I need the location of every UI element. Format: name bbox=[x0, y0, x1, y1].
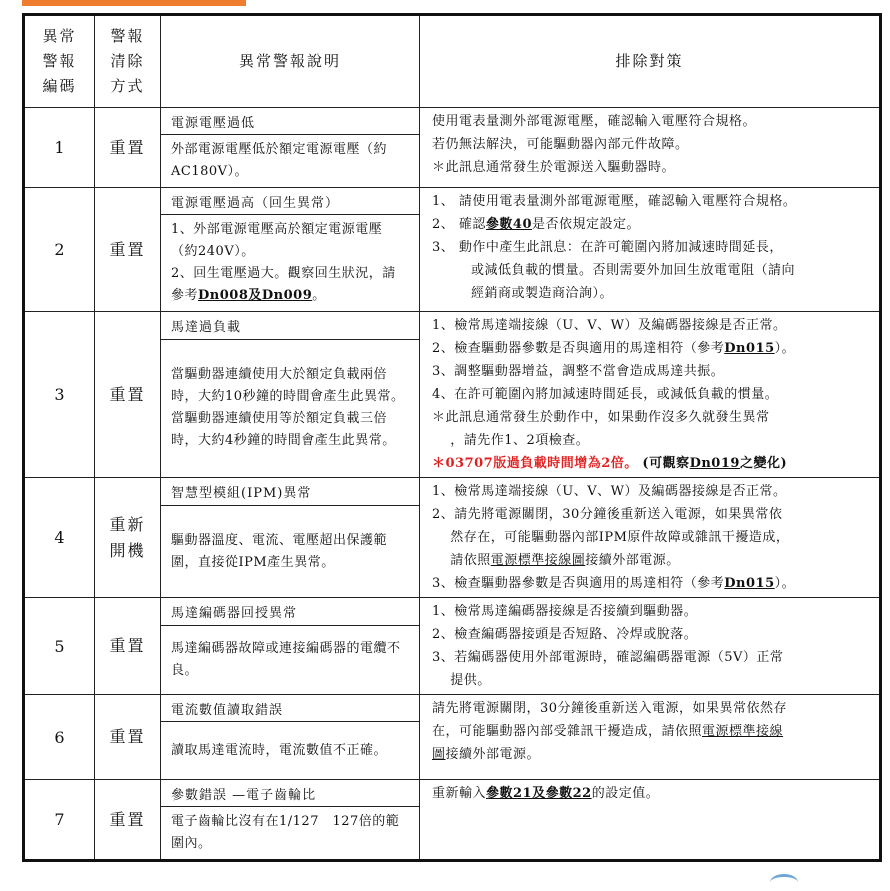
alarm-code: 5 bbox=[24, 598, 95, 695]
table-header-row bbox=[24, 15, 881, 108]
alarm-code: 6 bbox=[24, 695, 95, 780]
table-row bbox=[24, 478, 881, 506]
alarm-title: 電源電壓過高（回生異常） bbox=[161, 188, 420, 215]
alarm-title: 智慧型模組(IPM)異常 bbox=[161, 478, 420, 506]
solution-cell: 使用電表量測外部電源電壓，確認輸入電壓符合規格。 若仍無法解決，可能驅動器內部元件故障。 ＊此訊息通常發生於電源送入驅動器時。 bbox=[420, 108, 881, 188]
alarm-code: 3 bbox=[24, 312, 95, 478]
solution-cell: 1、檢常馬達端接線（U、V、W）及編碼器接線是否正常。 2、檢查驅動器參數是否與適用的馬達相符（參考Dn015）。 3、調整驅動器增益，調整不當會造成馬達共振。 4、在許可範圍內將加減速時間延長，或減低負載的慣量。 ＊此訊息通常發生於動作中，如果動作沒多久就發生異常 ，請先作1、2項檢查。 ＊03707版過負載時間增為2倍。 (可觀察Dn019之變化) bbox=[420, 312, 881, 478]
table-row bbox=[24, 312, 881, 340]
alarm-title: 電流數值讀取錯誤 bbox=[161, 695, 420, 722]
header-accent-bar bbox=[22, 0, 246, 6]
clear-method: 重置 bbox=[95, 598, 161, 695]
alarm-code: 4 bbox=[24, 478, 95, 598]
table-row bbox=[24, 695, 881, 722]
solution-cell: 1、 請使用電表量測外部電源電壓，確認輸入電壓符合規格。 2、 確認參數40是否依規定設定。 3、 動作中產生此訊息：在許可範圍內將加減速時間延長， 或減低負載的慣量。否則需要外加回生放電電阻（請向 經銷商或製造商洽詢）。 bbox=[420, 188, 881, 312]
wiring-diagram-link: 電源標準接線圖 bbox=[490, 553, 586, 568]
alarm-description: 外部電源電壓低於額定電源電壓（約AC180V）。 bbox=[161, 135, 420, 188]
header-alarm-code: 異常 警報 編碼 bbox=[24, 15, 95, 108]
version-note: ＊03707版過負載時間增為2倍。 bbox=[432, 456, 638, 471]
param-link: 參數40 bbox=[485, 217, 532, 232]
wiring-diagram-link: 電源標準接線 bbox=[702, 724, 784, 739]
alarm-description: 讀取馬達電流時，電流數值不正確。 bbox=[161, 722, 420, 780]
alarm-description: 驅動器溫度、電流、電壓超出保護範圍，直接從IPM產生異常。 bbox=[161, 506, 420, 598]
alarm-title: 馬達編碼器回授異常 bbox=[161, 598, 420, 626]
header-solution: 排除對策 bbox=[420, 15, 881, 108]
alarm-code: 1 bbox=[24, 108, 95, 188]
alarm-title: 馬達過負載 bbox=[161, 312, 420, 340]
header-clear-method: 警報 清除 方式 bbox=[95, 15, 161, 108]
alarm-title: 電源電壓過低 bbox=[161, 108, 420, 135]
param-link: Dn015 bbox=[724, 576, 775, 591]
table-row bbox=[24, 780, 881, 807]
solution-cell: 1、檢常馬達編碼器接線是否接續到驅動器。 2、檢查編碼器接頭是否短路、冷焊或脫落。 3、若編碼器使用外部電源時，確認編碼器電源（5V）正常 提供。 bbox=[420, 598, 881, 695]
clear-method: 重置 bbox=[95, 312, 161, 478]
alarm-description: 馬達編碼器故障或連接編碼器的電纜不良。 bbox=[161, 625, 420, 694]
clear-method: 重置 bbox=[95, 108, 161, 188]
alarm-title: 參數錯誤 —電子齒輪比 bbox=[161, 780, 420, 807]
alarm-code: 2 bbox=[24, 188, 95, 312]
table-row bbox=[24, 108, 881, 135]
param-link: Dn008及Dn009 bbox=[198, 288, 313, 303]
alarm-description: 1、外部電源電壓高於額定電源電壓（約240V）。 2、回生電壓過大。觀察回生狀況，請參考Dn008及Dn009。 bbox=[161, 215, 420, 312]
alarm-description: 電子齒輪比沒有在1/127 127倍的範圍內。 bbox=[161, 807, 420, 861]
solution-cell: 請先將電源關閉，30分鐘後重新送入電源，如果異常依然存 在，可能驅動器內部受雜訊干擾造成，請依照電源標準接線 圖接續外部電源。 bbox=[420, 695, 881, 780]
clear-method: 重置 bbox=[95, 188, 161, 312]
clear-method: 重置 bbox=[95, 695, 161, 780]
table-row bbox=[24, 188, 881, 215]
param-link: Dn015 bbox=[724, 341, 775, 356]
clear-method: 重新 開機 bbox=[95, 478, 161, 598]
solution-cell: 重新輸入參數21及參數22的設定值。 bbox=[420, 780, 881, 861]
solution-cell: 1、檢常馬達端接線（U、V、W）及編碼器接線是否正常。 2、請先將電源關閉，30分鐘後重新送入電源，如果異常依 然存在，可能驅動器內部IPM原件故障或雜訊干擾造成， 請依照電源標準接線圖接續外部電源。 3、檢查驅動器參數是否與適用的馬達相符（參考Dn015）。 bbox=[420, 478, 881, 598]
header-description: 異常警報說明 bbox=[161, 15, 420, 108]
decorative-arc bbox=[770, 874, 798, 891]
clear-method: 重置 bbox=[95, 780, 161, 861]
param-link: 參數21及參數22 bbox=[486, 786, 592, 801]
alarm-table bbox=[22, 13, 882, 862]
alarm-code: 7 bbox=[24, 780, 95, 861]
table-row bbox=[24, 598, 881, 626]
param-link: Dn019 bbox=[689, 456, 740, 471]
alarm-description: 當驅動器連續使用大於額定負載兩倍時，大約10秒鐘的時間會產生此異常。 當驅動器連續使用等於額定負載三倍時，大約4秒鐘的時間會產生此異常。 bbox=[161, 339, 420, 477]
